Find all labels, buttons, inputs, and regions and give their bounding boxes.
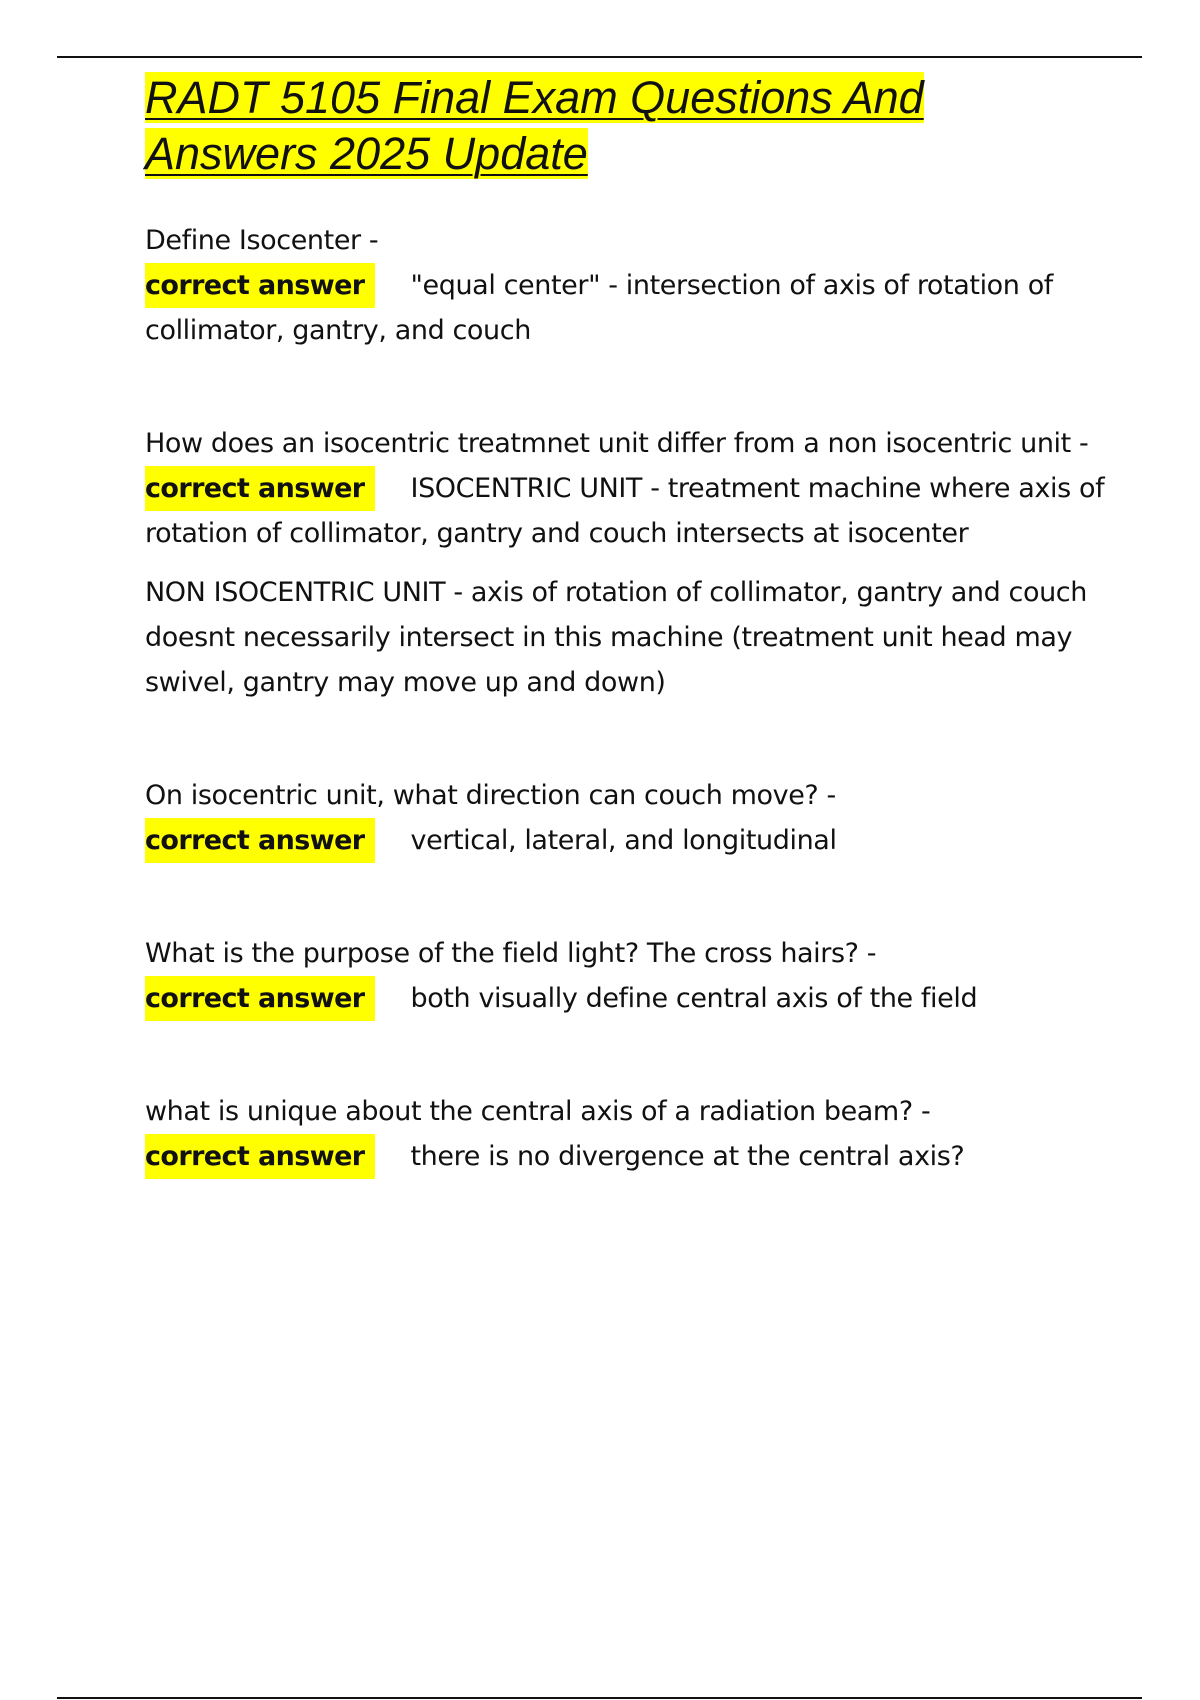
answer-label: correct answer	[145, 818, 375, 863]
answer-text	[145, 263, 1105, 353]
document-title	[145, 70, 1105, 182]
qa-item	[145, 1089, 1105, 1179]
qa-item	[145, 931, 1105, 1021]
document-title-text: RADT 5105 Final Exam Questions And Answers 2025 Update	[145, 72, 924, 179]
answer-body: ISOCENTRIC UNIT - treatment machine where axis of rotation of collimator, gantry and couch intersects at isocenter	[145, 473, 1105, 549]
answer-body: there is no divergence at the central axis?	[410, 1141, 965, 1172]
question-text: Define Isocenter -	[145, 225, 379, 256]
answer-text	[145, 466, 1105, 556]
document-page	[145, 70, 1105, 1179]
answer-continuation: NON ISOCENTRIC UNIT - axis of rotation of collimator, gantry and couch doesnt necessarily intersect in this machine (treatment unit head may swivel, gantry may move up and down)	[145, 577, 1087, 698]
question-text: On isocentric unit, what direction can couch move? -	[145, 780, 836, 811]
qa-item	[145, 218, 1105, 353]
qa-item	[145, 773, 1105, 863]
question-text: what is unique about the central axis of a radiation beam? -	[145, 1096, 931, 1127]
answer-label: correct answer	[145, 466, 375, 511]
question-text: How does an isocentric treatmnet unit differ from a non isocentric unit -	[145, 428, 1089, 459]
answer-label: correct answer	[145, 976, 375, 1021]
top-rule	[57, 56, 1142, 58]
answer-body: vertical, lateral, and longitudinal	[410, 825, 837, 856]
question-text: What is the purpose of the field light? The cross hairs? -	[145, 938, 877, 969]
bottom-rule	[57, 1697, 1142, 1699]
answer-text	[145, 976, 1105, 1021]
qa-item	[145, 421, 1105, 705]
answer-label: correct answer	[145, 263, 375, 308]
answer-body: "equal center" - intersection of axis of rotation of collimator, gantry, and couch	[145, 270, 1053, 346]
answer-text	[145, 818, 1105, 863]
answer-label: correct answer	[145, 1134, 375, 1179]
answer-text	[145, 1134, 1105, 1179]
answer-body: both visually define central axis of the field	[410, 983, 978, 1014]
